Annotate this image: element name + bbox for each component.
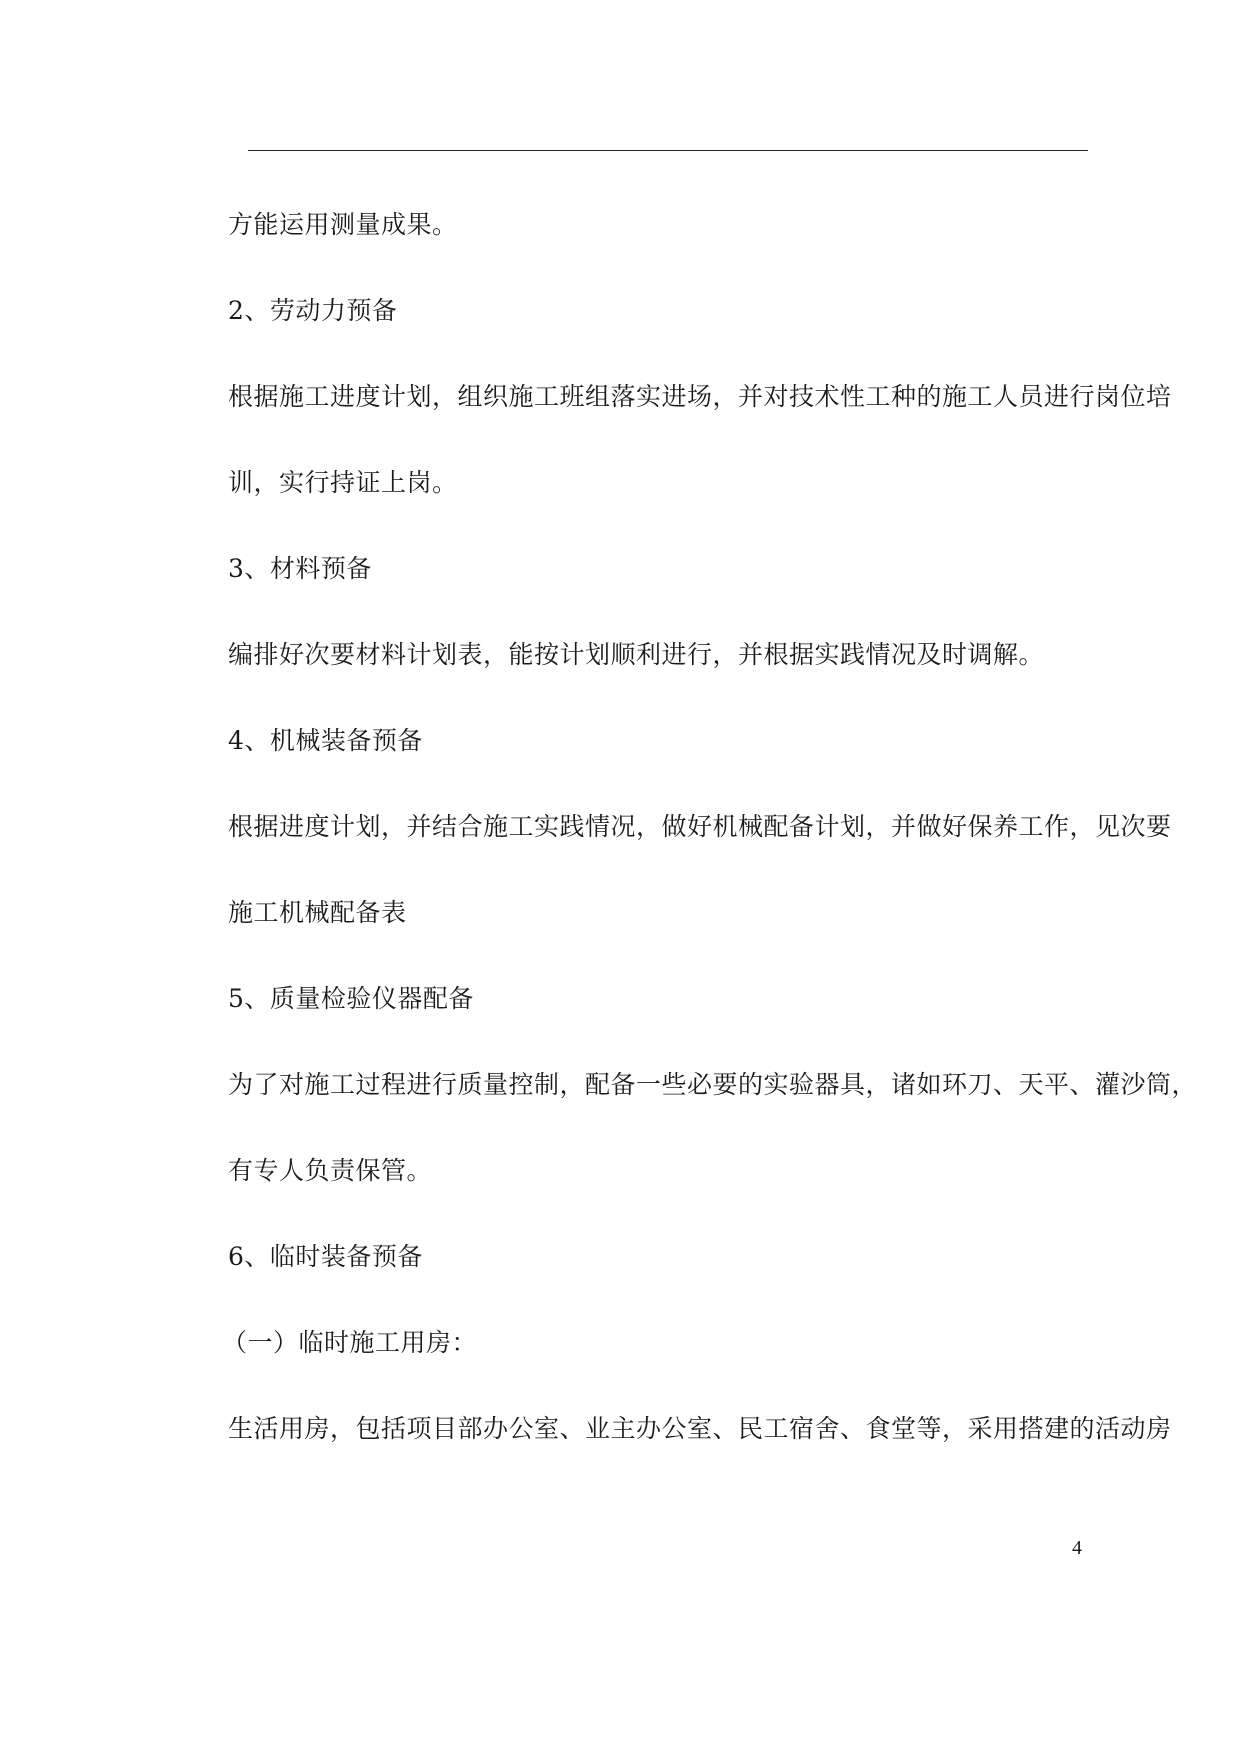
body-text-line: 根据施工进度计划，组织施工班组落实进场，并对技术性工种的施工人员进行岗位培 (228, 382, 1172, 411)
section-heading-temporary-equipment: 6、临时装备预备 (228, 1242, 423, 1271)
body-text-line: 训，实行持证上岗。 (228, 468, 458, 497)
body-text-line: 为了对施工过程进行质量控制，配备一些必要的实验器具，诸如环刀、天平、灌沙筒， (228, 1070, 1198, 1099)
body-text-line: 施工机械配备表 (228, 898, 407, 927)
body-text-line: 方能运用测量成果。 (228, 210, 458, 239)
section-heading-machinery: 4、机械装备预备 (228, 726, 423, 755)
body-text-line: 编排好次要材料计划表，能按计划顺利进行，并根据实践情况及时调解。 (228, 640, 1045, 669)
section-heading-labor: 2、劳动力预备 (228, 296, 398, 325)
page-number: 4 (1072, 1537, 1082, 1559)
body-text-line: 根据进度计划，并结合施工实践情况，做好机械配备计划，并做好保养工作，见次要 (228, 812, 1172, 841)
section-heading-materials: 3、材料预备 (228, 554, 372, 583)
body-text-line: 有专人负责保管。 (228, 1156, 433, 1185)
body-text-line: 生活用房，包括项目部办公室、业主办公室、民工宿舍、食堂等，采用搭建的活动房 (228, 1414, 1172, 1443)
subsection-heading-temporary-housing: （一）临时施工用房： (222, 1328, 478, 1357)
section-heading-quality-instruments: 5、质量检验仪器配备 (228, 984, 474, 1013)
header-divider (248, 150, 1088, 151)
